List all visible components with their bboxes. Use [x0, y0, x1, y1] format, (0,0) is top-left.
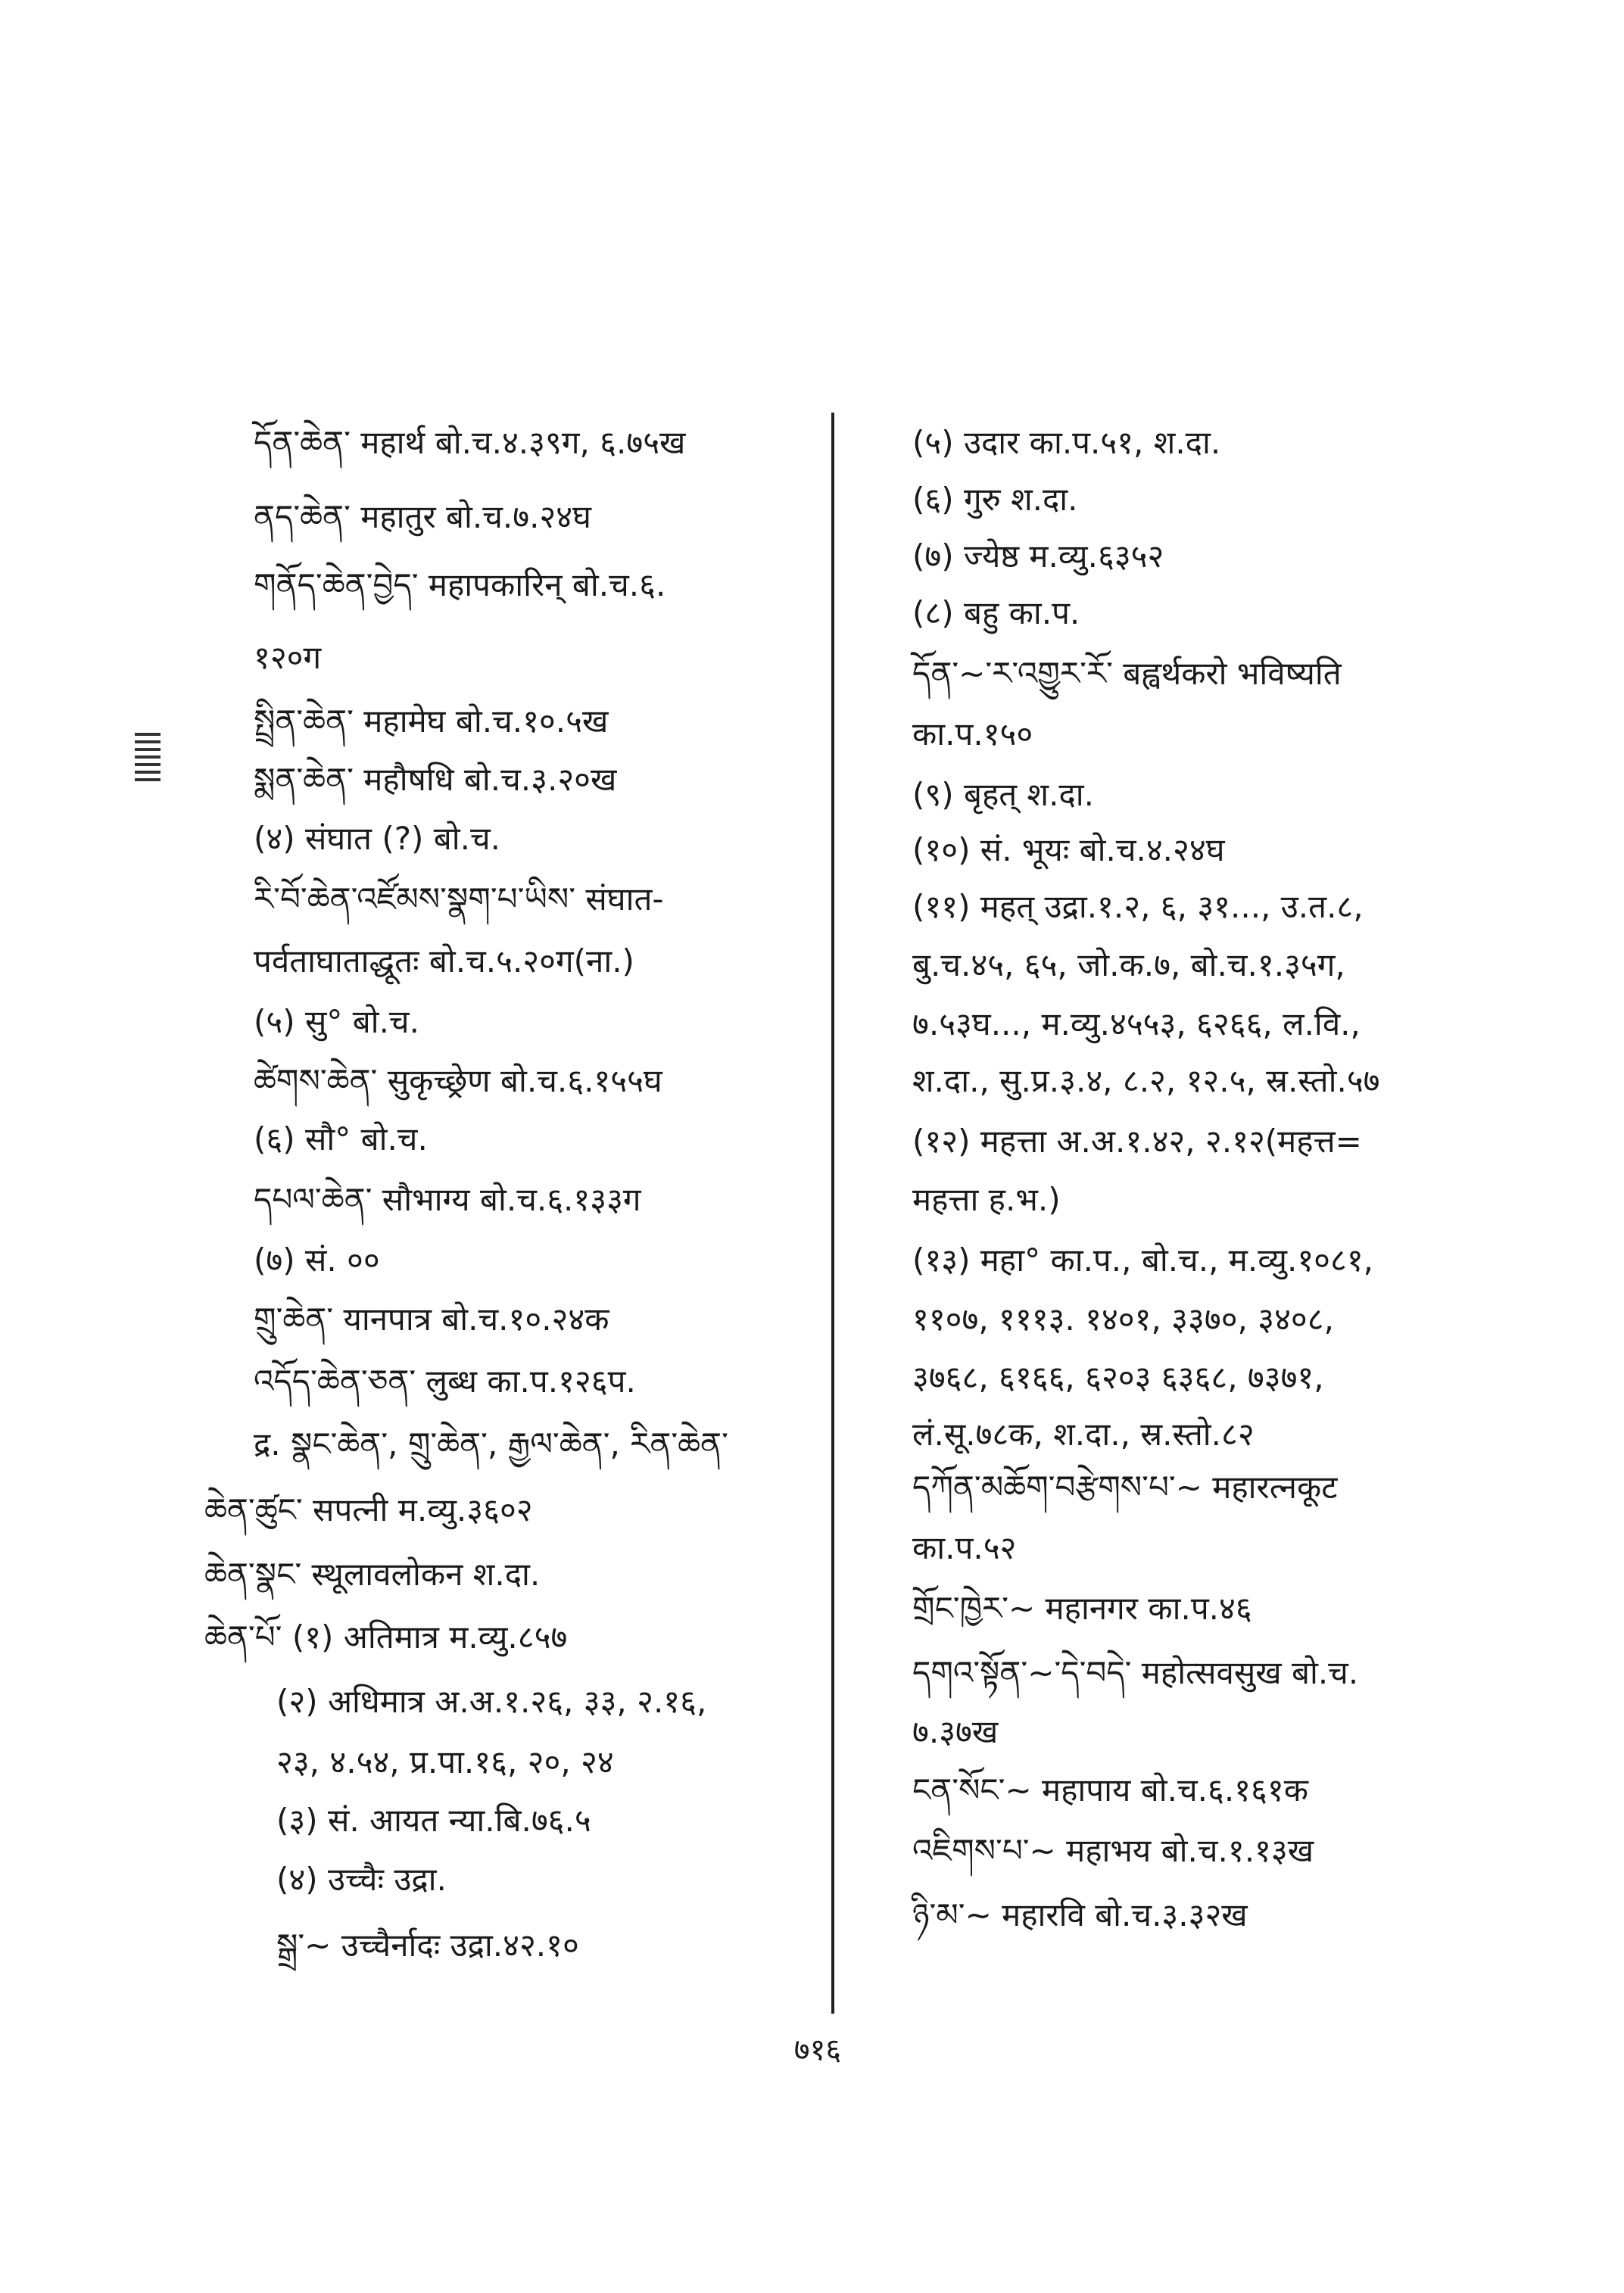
right-entry-line: ११०७, १११३. १४०१, ३३७०, ३४०८, — [912, 1301, 1334, 1338]
right-entry-line: श.दा., सु.प्र.३.४, ८.२, १२.५, स्र.स्तो.५७ — [912, 1062, 1380, 1099]
left-entry-line: དོན་ཆེན་ महार्थ बो.च.४.३९ग, ६.७५ख — [254, 424, 686, 461]
left-entry-line: द्र. སྣང་ཆེན་, གྲུ་ཆེན་, རྒྱལ་ཆེན་, རིན་ཆེན་ — [254, 1425, 728, 1463]
right-entry-line: महत्ता ह.भ.) — [912, 1181, 1061, 1218]
left-entry-line: སྨན་ཆེན་ महौषधि बो.च.३.२०ख — [254, 761, 617, 798]
right-entry-line: (१२) महत्ता अ.अ.१.४२, २.१२(महत्त= — [912, 1123, 1362, 1160]
right-entry-line: ३७६८, ६१६६, ६२०३ ६३६८, ७३७१, — [912, 1359, 1324, 1396]
left-entry-line: འདོད་ཆེན་ཅན་ लुब्ध का.प.१२६प. — [254, 1363, 636, 1400]
right-entry-line: (१०) सं. भूयः बो.च.४.२४घ — [912, 831, 1225, 868]
margin-mark — [135, 733, 161, 784]
left-entry-line: གནོད་ཆེན་བྱེད་ महापकारिन् बो.च.६. — [254, 566, 666, 603]
left-entry-line: (४) उच्चैः उद्रा. — [276, 1861, 447, 1898]
right-entry-line: (५) उदार का.प.५१, श.दा. — [912, 424, 1221, 461]
right-entry-line: (१३) महा° का.प., बो.च., म.व्यु.१०८१, — [912, 1242, 1374, 1279]
left-entry-line: (६) सौ° बो.च. — [254, 1120, 428, 1157]
left-entry-line: གྲུ་ཆེན་ यानपात्र बो.च.१०.२४क — [254, 1301, 609, 1338]
left-entry-line: १२०ग — [254, 639, 322, 676]
column-divider — [831, 413, 834, 2014]
left-entry-line: (४) संघात (?) बो.च. — [254, 820, 500, 857]
left-entry-line: ཆེན་པོ་ (१) अतिमात्र म.व्यु.८५७ — [204, 1618, 568, 1656]
right-entry-line: གྲོང་ཁྱེར་~ महानगर का.प.४६ — [912, 1590, 1252, 1627]
left-entry-line: དཔལ་ཆེན་ सौभाग्य बो.च.६.१३३ग — [254, 1181, 641, 1218]
right-entry-line: འཇིགས་པ་~ महाभय बो.च.१.१३ख — [912, 1832, 1314, 1869]
right-entry-line: (६) गुरु श.दा. — [912, 481, 1078, 518]
left-entry-line: पर्वताघाताद्धूतः बो.च.५.२०ग(ना.) — [254, 942, 634, 980]
left-entry-line: རི་བོ་ཆེན་འཛོམས་སྣག་པ་ཡིས་ संघात- — [254, 880, 664, 918]
right-entry-line: དགའ་སྟོན་~་དེ་བདེ་ महोत्सवसुख बो.च. — [912, 1654, 1359, 1691]
right-entry-line: बु.च.४५, ६५, जो.क.७, बो.च.१.३५ग, — [912, 946, 1345, 983]
left-entry-line: (२) अधिमात्र अ.अ.१.२६, ३३, २.१६, — [276, 1683, 707, 1720]
left-entry-line: (५) सु° बो.च. — [254, 1003, 419, 1040]
left-entry-line: ཚེགས་ཆེན་ सुकृच्छ्रेण बो.च.६.१५५घ — [254, 1062, 662, 1099]
right-entry-line: ཉི་མ་~ महारवि बो.च.३.३२ख — [912, 1896, 1248, 1933]
left-entry-line: (३) सं. आयत न्या.बि.७६.५ — [276, 1802, 591, 1839]
right-entry-line: དཀོན་མཆོག་བརྩེགས་པ་~ महारत्नकूट — [912, 1469, 1338, 1506]
right-entry-line: का.प.१५० — [912, 715, 1033, 752]
right-entry-line: ७.३७ख — [912, 1713, 999, 1750]
left-entry-line: སྤྲིན་ཆེན་ महामेघ बो.च.१०.५ख — [254, 703, 609, 740]
left-entry-line: ཆེན་ཚུང་ सपत्नी म.व्यु.३६०२ — [204, 1491, 533, 1528]
right-entry-line: (९) बृहत् श.दा. — [912, 776, 1094, 813]
left-entry-line: སྒྲ་~ उच्चैर्नादः उद्रा.४२.१० — [276, 1927, 579, 1964]
right-entry-line: (७) ज्येष्ठ म.व्यु.६३५२ — [912, 537, 1164, 575]
page-number: ७१६ — [793, 2033, 842, 2067]
left-entry-line: (७) सं. ०० — [254, 1242, 380, 1279]
right-entry-line: लं.सू.७८क, श.दा., स्र.स्तो.८२ — [912, 1416, 1255, 1453]
left-entry-line: २३, ४.५४, प्र.पा.१६, २०, २४ — [276, 1743, 614, 1781]
right-entry-line: ངན་སོང་~ महापाय बो.च.६.१६१क — [912, 1771, 1308, 1809]
right-entry-line: ७.५३घ..., म.व्यु.४५५३, ६२६६, ल.वि., — [912, 1005, 1361, 1042]
right-entry-line: དོན་~་ར་འགྱུར་རོ་ बह्वर्थकरो भविष्यति — [912, 655, 1342, 692]
right-entry-line: (८) बहु का.प. — [912, 594, 1080, 631]
left-entry-line: ནད་ཆེན་ महातुर बो.च.७.२४घ — [254, 498, 591, 535]
right-entry-line: का.प.५२ — [912, 1529, 1017, 1566]
left-entry-line: ཆེན་སྣང་ स्थूलावलोकन श.दा. — [204, 1556, 541, 1593]
right-entry-line: (११) महत् उद्रा.१.२, ६, ३१..., उ.त.८, — [912, 888, 1364, 925]
